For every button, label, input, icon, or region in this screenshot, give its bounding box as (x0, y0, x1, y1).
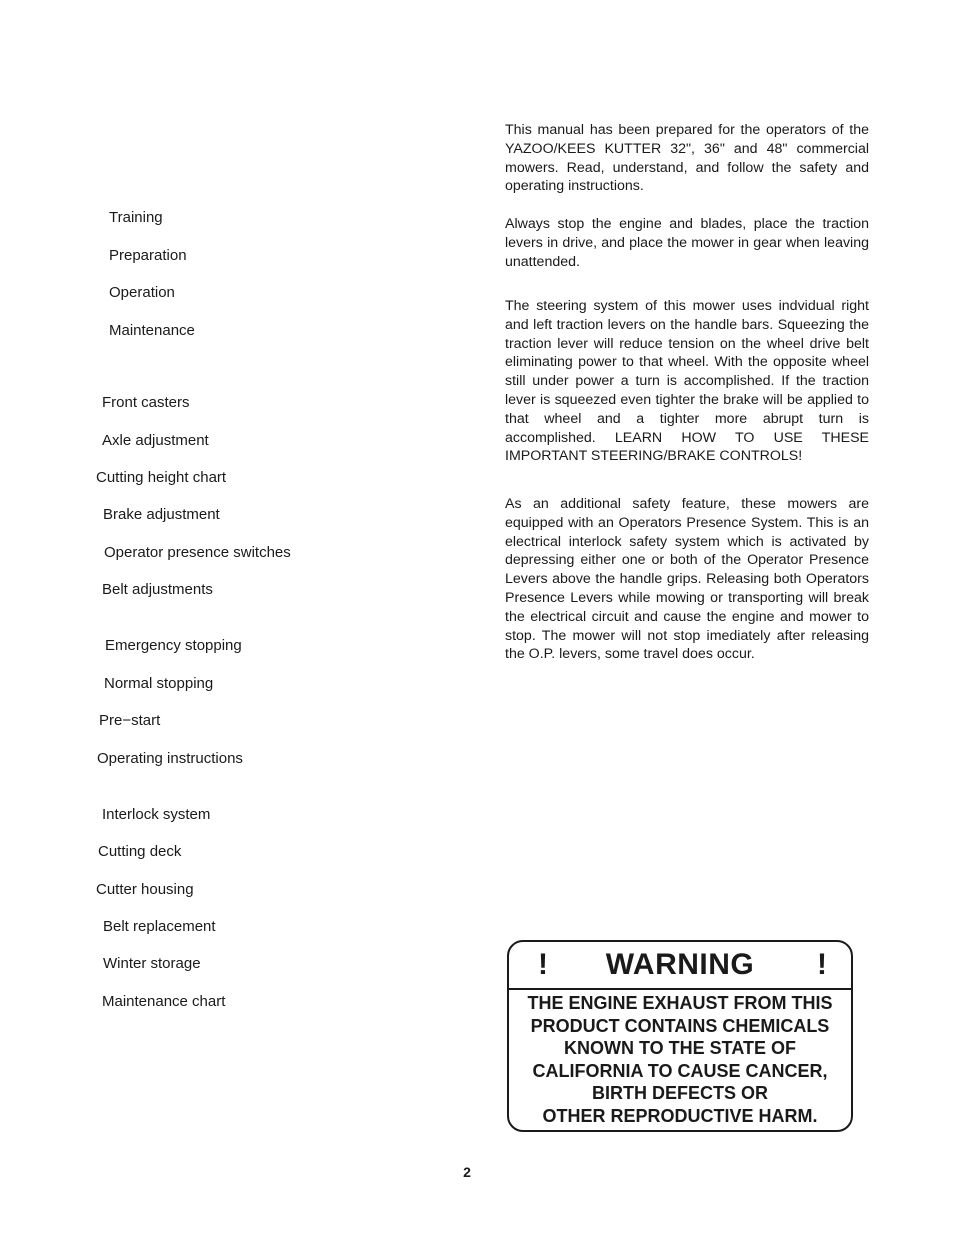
toc-item-axle-adjustment: Axle adjustment (102, 432, 209, 449)
toc-item-preparation: Preparation (109, 247, 187, 264)
warning-header (509, 942, 851, 990)
toc-item-belt-adjustments: Belt adjustments (102, 581, 213, 598)
toc-item-normal-stopping: Normal stopping (104, 675, 214, 692)
intro-paragraph: This manual has been prepared for the operators of the YAZOO/KEES KUTTER 32", 36" and 48" commercial mowers. Read, understand, and follow the safety and operating instructions. (505, 122, 869, 195)
toc-item-maintenance: Maintenance (109, 322, 195, 339)
toc-item-pre-start: Pre−start (99, 712, 161, 729)
warning-line: CALIFORNIA TO CAUSE CANCER, (532, 1060, 828, 1081)
toc-item-operator-presence-switches: Operator presence switches (104, 544, 291, 561)
toc-item-interlock-system: Interlock system (102, 806, 211, 823)
toc-item-training: Training (109, 209, 163, 226)
warning-line: OTHER REPRODUCTIVE HARM. (542, 1105, 818, 1126)
toc-item-cutter-housing: Cutter housing (96, 881, 194, 898)
toc-item-front-casters: Front casters (102, 394, 190, 411)
toc-item-operation: Operation (109, 284, 175, 301)
page-number: 2 (463, 1164, 471, 1180)
warning-line: KNOWN TO THE STATE OF (564, 1038, 796, 1059)
warning-line: THE ENGINE EXHAUST FROM THIS (527, 993, 833, 1013)
exclamation-icon: ! (817, 948, 827, 981)
warning-line: PRODUCT CONTAINS CHEMICALS (530, 1015, 830, 1036)
stop-engine-paragraph: Always stop the engine and blades, place the traction levers in drive, and place the mower in gear when leaving unattended. (505, 216, 869, 270)
toc-item-brake-adjustment: Brake adjustment (103, 506, 220, 523)
toc-item-cutting-height-chart: Cutting height chart (96, 469, 227, 486)
exclamation-icon: ! (538, 948, 548, 981)
warning-line: BIRTH DEFECTS OR (591, 1083, 768, 1104)
toc-item-operating-instructions: Operating instructions (97, 750, 243, 767)
toc-item-emergency-stopping: Emergency stopping (105, 637, 242, 654)
warning-title: WARNING (605, 948, 755, 981)
warning-label (507, 940, 853, 1132)
toc-item-winter-storage: Winter storage (103, 955, 201, 972)
toc-item-belt-replacement: Belt replacement (103, 918, 216, 935)
steering-system-paragraph: The steering system of this mower uses indvidual right and left traction levers on the handle bars. Squeezing the traction lever will reduce tension on the wheel drive belt eliminating power to that wheel. With the opposite wheel still under power a turn is accomplished. If the traction lever is squeezed even tighter the brake will be applied to that wheel and a tighter more abrupt turn is accomplished. LEARN HOW TO USE THESE IMPORTANT STEERING/BRAKE CONTROLS! (505, 298, 869, 465)
warning-text (509, 990, 851, 1128)
toc-item-cutting-deck: Cutting deck (98, 843, 182, 860)
operator-presence-paragraph: As an additional safety feature, these mowers are equipped with an Operators Presence System. This is an electrical interlock safety system which is activated by depressing either one or both of the Operator Presence Levers above the handle grips. Releasing both Operators Presence Levers while mowing or transporting will break the electrical circuit and cause the engine and mower to stop. The mower will not stop imediately after releasing the O.P. levers, some travel does occur. (505, 496, 869, 663)
toc-item-maintenance-chart: Maintenance chart (102, 993, 226, 1010)
